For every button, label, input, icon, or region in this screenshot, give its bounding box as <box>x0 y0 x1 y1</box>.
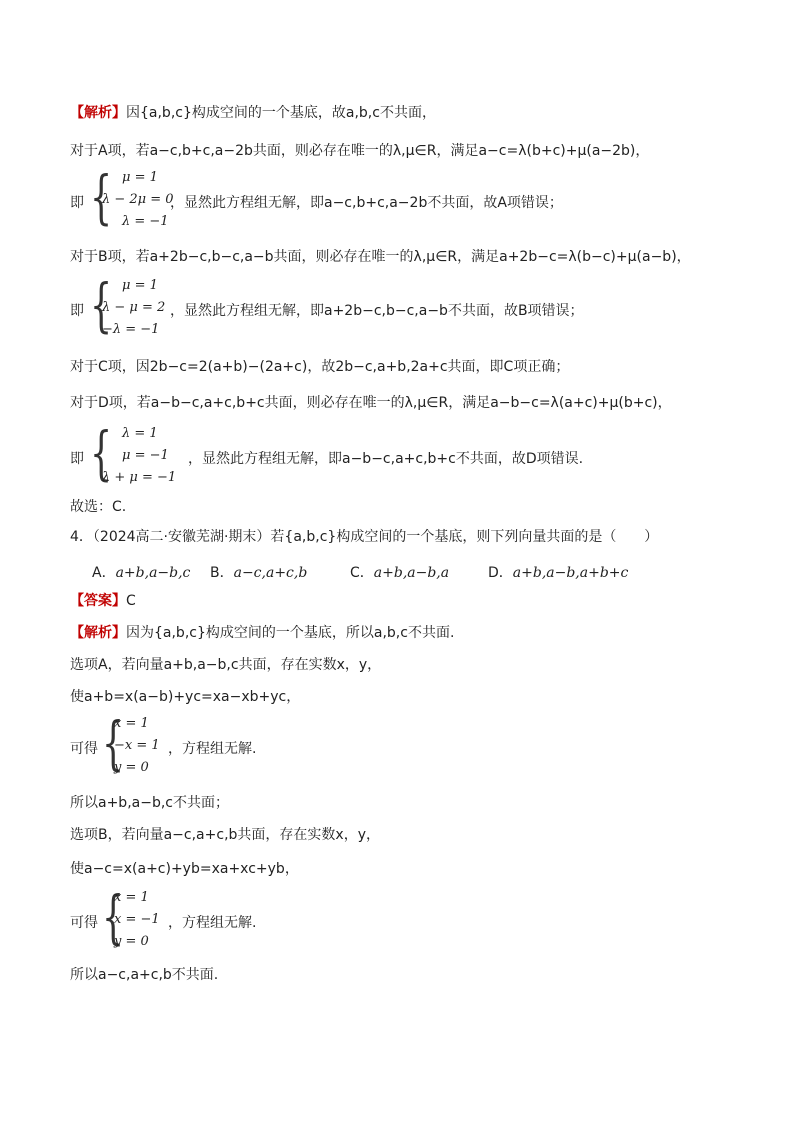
system-lead: 即 <box>70 303 84 319</box>
analysis2-option-a-conclusion: 所以a+b,a−b,c不共面； <box>70 795 229 811</box>
option-text: a+b,a−b,c <box>115 565 191 581</box>
option-label: C． <box>350 565 374 581</box>
analysis2-option-a-equation: 使a+b=x(a−b)+yc=xa−xb+yc， <box>70 689 301 705</box>
option-label: A． <box>92 565 116 581</box>
system-equation-2: μ = −1 <box>122 448 169 463</box>
equation-system-x-b <box>70 883 670 952</box>
analysis2-intro <box>70 624 454 642</box>
system-equation-1: x = 1 <box>114 890 149 905</box>
left-brace: { <box>102 883 125 951</box>
system-tail: ，显然此方程组无解，即a+2b−c,b−c,a−b不共面，故B项错误； <box>170 303 584 319</box>
analysis1-conclusion: 故选：C. <box>70 499 127 515</box>
system-tail: ，显然此方程组无解，即a−c,b+c,a−2b不共面，故A项错误； <box>170 195 563 211</box>
analysis1-option-a: 对于A项，若a−c,b+c,a−2b共面，则必存在唯一的λ,μ∈R，满足a−c=λ(b+c)+μ(a−2b)， <box>70 143 650 159</box>
option-text: a+b,a−b,a <box>373 565 450 581</box>
system-tail: ，方程组无解. <box>168 915 257 931</box>
option-c <box>350 562 449 582</box>
analysis-tag: 【解析】 <box>70 625 126 641</box>
system-equation-2: λ − μ = 2 <box>102 300 166 315</box>
analysis1-option-b: 对于B项，若a+2b−c,b−c,a−b共面，则必存在唯一的λ,μ∈R，满足a+2b−c=λ(b−c)+μ(a−b)， <box>70 249 691 265</box>
analysis2-option-a: 选项A，若向量a+b,a−b,c共面，存在实数x，y， <box>70 657 382 673</box>
system-equation-1: μ = 1 <box>122 170 158 185</box>
answer-tag: 【答案】 <box>70 593 126 609</box>
option-text: a−c,a+c,b <box>233 565 308 581</box>
analysis1-option-d: 对于D项，若a−b−c,a+c,b+c共面，则必存在唯一的λ,μ∈R，满足a−b−c=λ(a+c)+μ(b+c)， <box>70 395 672 411</box>
option-d <box>488 562 628 582</box>
equation-system-a <box>70 163 770 232</box>
equation-system-d <box>70 419 770 488</box>
analysis2-line1: 因为{a,b,c}构成空间的一个基底，所以a,b,c不共面. <box>126 625 455 641</box>
analysis2-option-b-equation: 使a−c=x(a+c)+yb=xa+xc+yb， <box>70 861 299 877</box>
system-equation-1: x = 1 <box>114 716 149 731</box>
left-brace: { <box>102 709 125 777</box>
system-equation-2: λ − 2μ = 0 <box>102 192 174 207</box>
analysis-tag: 【解析】 <box>70 105 126 121</box>
system-equation-2: −x = 1 <box>114 738 160 753</box>
option-label: B． <box>210 565 234 581</box>
system-lead: 可得 <box>70 741 98 757</box>
system-equation-3: y = 0 <box>114 934 149 949</box>
option-label: D． <box>488 565 513 581</box>
analysis1-intro <box>70 104 436 122</box>
equation-system-x-a <box>70 709 670 778</box>
left-brace: { <box>90 419 113 487</box>
system-equation-2: x = −1 <box>114 912 160 927</box>
option-text: a+b,a−b,a+b+c <box>512 565 629 581</box>
analysis1-option-c: 对于C项，因2b−c=2(a+b)−(2a+c)，故2b−c,a+b,2a+c共面，即C项正确； <box>70 359 570 375</box>
option-b <box>210 562 307 582</box>
question4-stem: 4．（2024高二·安徽芜湖·期末）若{a,b,c}构成空间的一个基底，则下列向量共面的是（ ） <box>70 529 659 545</box>
system-equation-3: −λ = −1 <box>102 322 160 337</box>
system-equation-3: λ = −1 <box>122 214 169 229</box>
system-equation-1: μ = 1 <box>122 278 158 293</box>
system-equation-3: λ + μ = −1 <box>102 470 177 485</box>
left-brace: { <box>90 271 113 339</box>
equation-system-b <box>70 271 770 340</box>
analysis2-option-b: 选项B，若向量a−c,a+c,b共面，存在实数x，y， <box>70 827 380 843</box>
system-lead: 可得 <box>70 915 98 931</box>
analysis1-line1: 因{a,b,c}构成空间的一个基底，故a,b,c不共面， <box>126 105 436 121</box>
system-lead: 即 <box>70 195 84 211</box>
option-a <box>92 562 190 582</box>
system-equation-1: λ = 1 <box>122 426 158 441</box>
analysis2-option-b-conclusion: 所以a−c,a+c,b不共面. <box>70 967 219 983</box>
answer-line <box>70 592 136 610</box>
system-lead: 即 <box>70 451 84 467</box>
system-equation-3: y = 0 <box>114 760 149 775</box>
answer-value: C <box>126 593 136 609</box>
system-tail: ，显然此方程组无解，即a−b−c,a+c,b+c不共面，故D项错误. <box>188 451 584 467</box>
system-tail: ，方程组无解. <box>168 741 257 757</box>
left-brace: { <box>90 163 113 231</box>
